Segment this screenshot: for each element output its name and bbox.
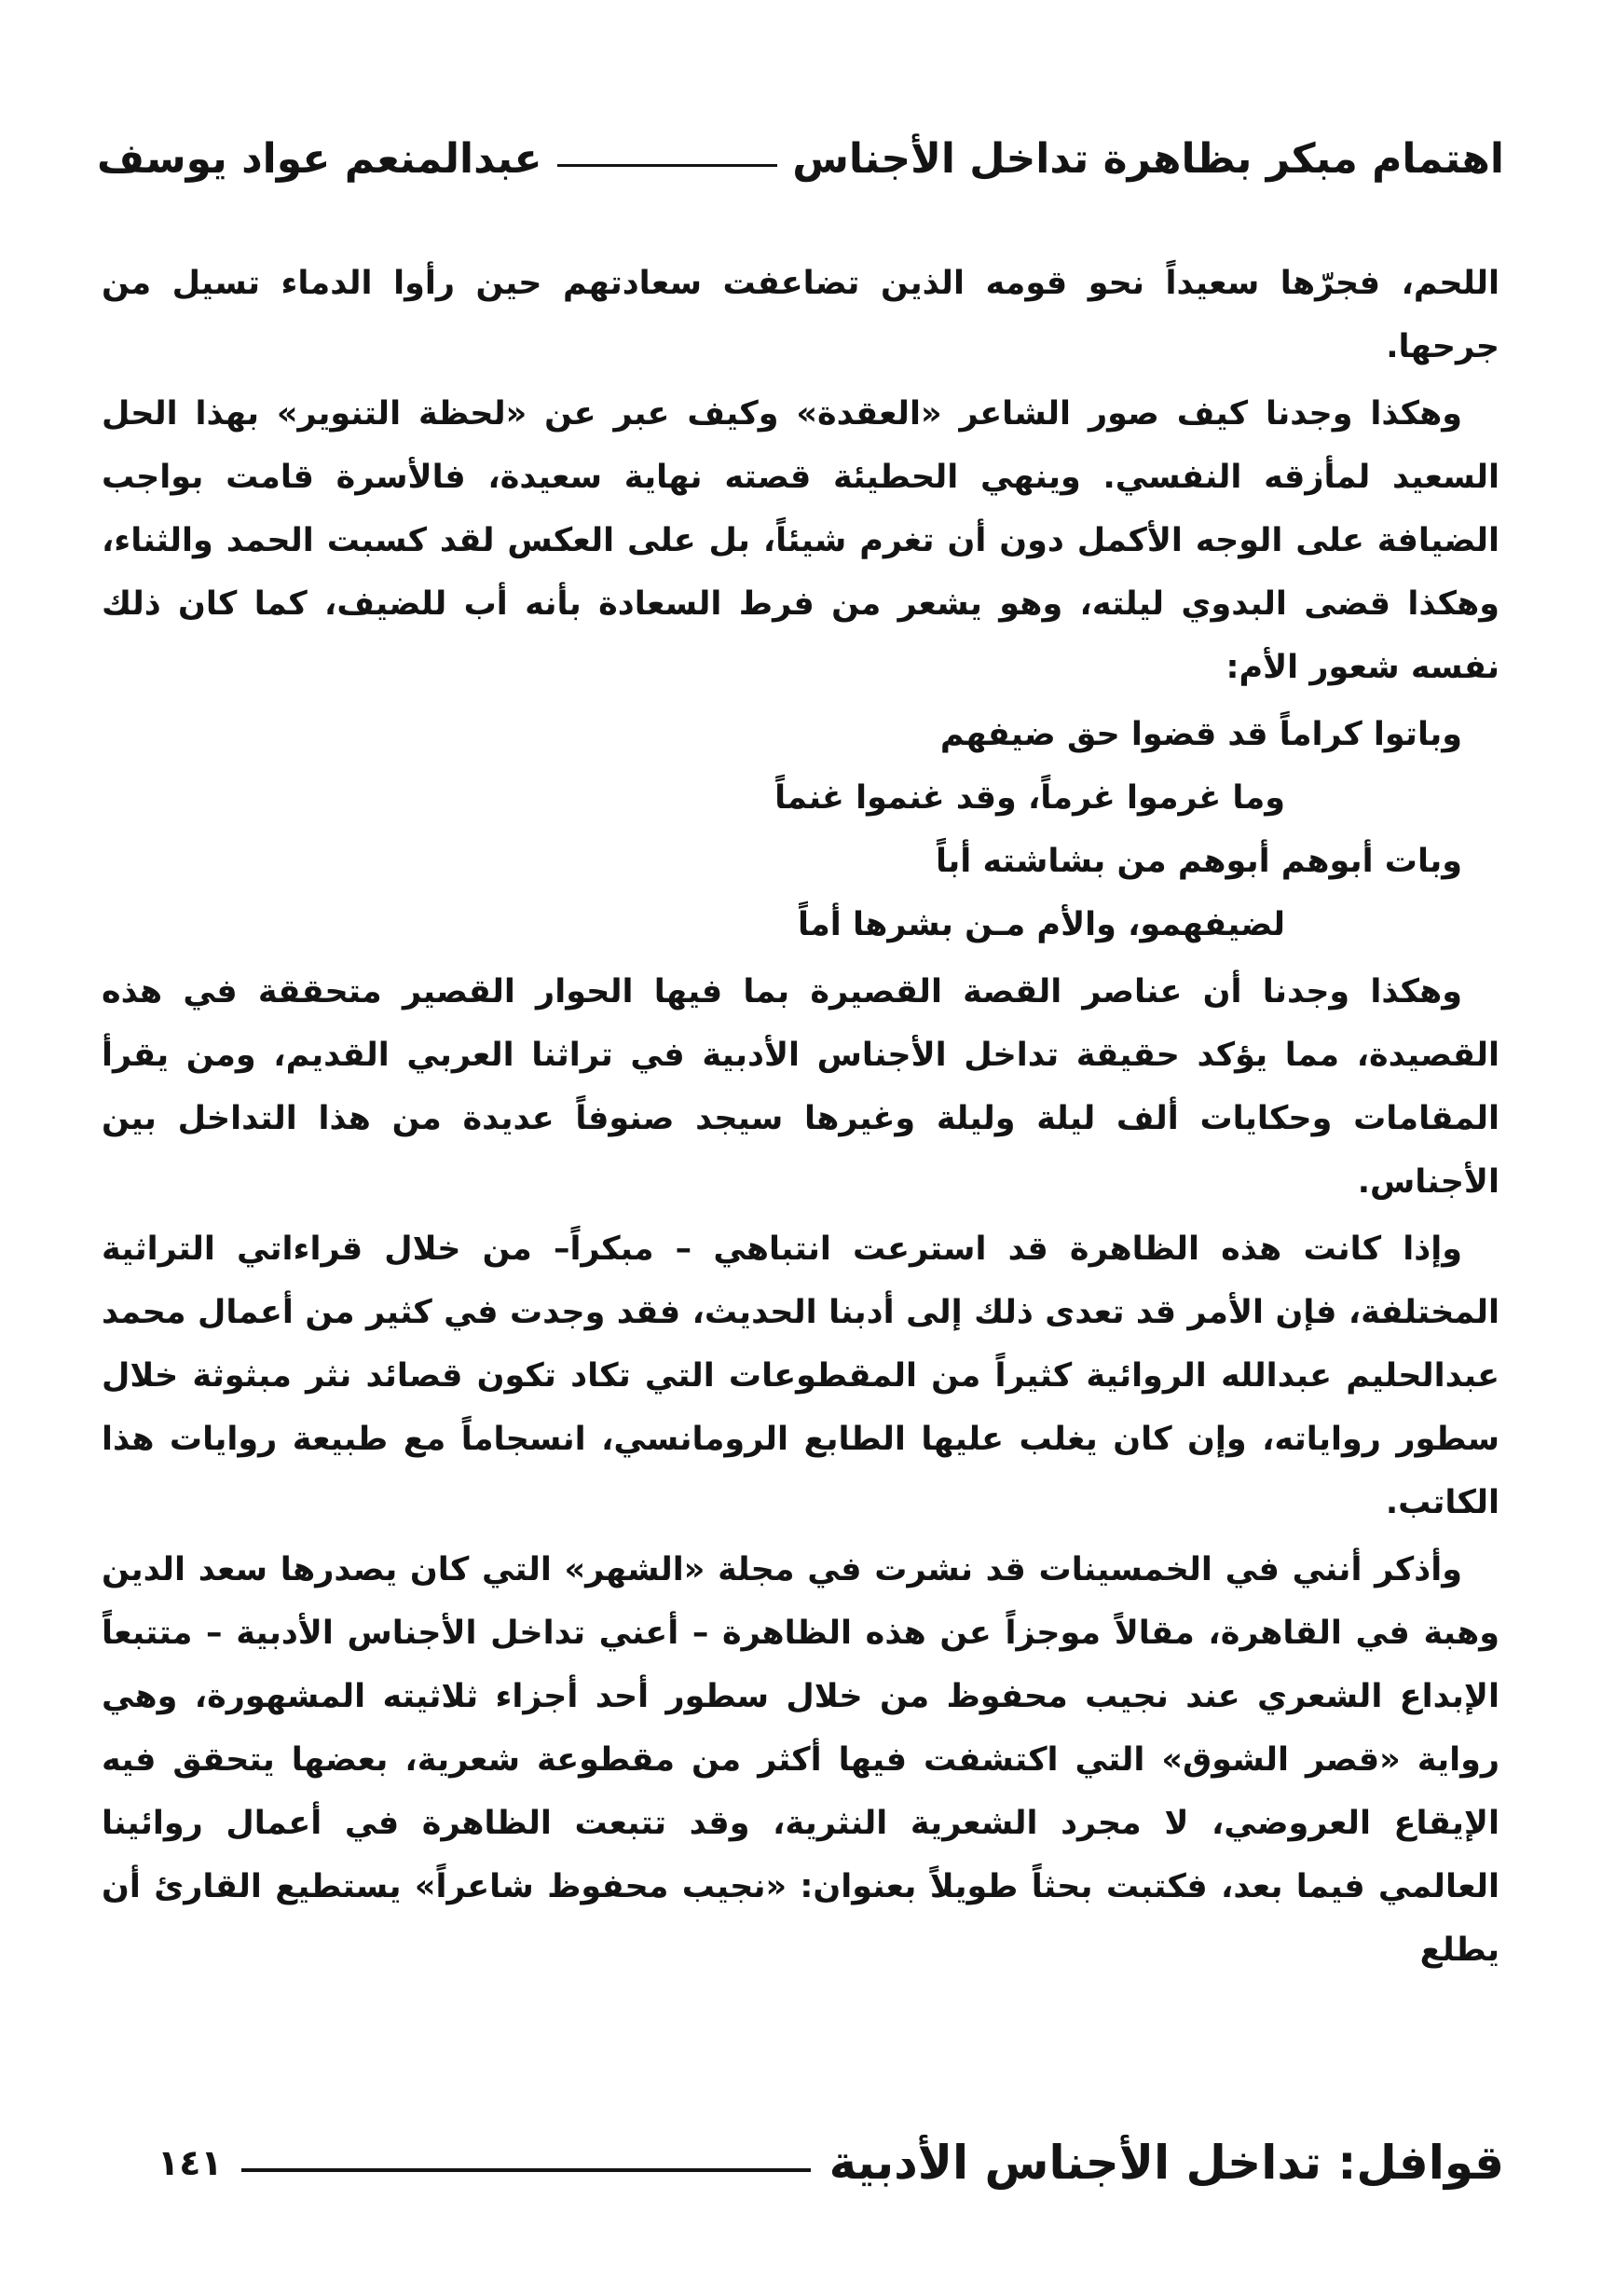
footer-rule	[241, 2168, 811, 2172]
poem-verse: وبات أبوهم أبوهم من بشاشته أباً	[935, 843, 1462, 880]
running-footer	[102, 2125, 1504, 2200]
page-number: ١٤١	[157, 2142, 223, 2183]
paragraph: وأذكر أنني في الخمسينات قد نشرت في مجلة «الشهر» التي كان يصدرها سعد الدين وهبة في القاهرة، مقالاً موجزاً عن هذه الظاهرة – أعني تداخل الأجناس الأدبية – متتبعاً الإبداع الشعري عند نجيب محفوظ من خلال سطور أحد أجزاء ثلاثيته المشهورة، وهي رواية «قصر الشوق» التي اكتشفت فيها أكثر من مقطوعة شعرية، بعضها يتحقق فيه الإيقاع العروضي، لا مجرد الشعرية النثرية، وقد تتبعت الظاهرة في أعمال روائينا العالمي فيما بعد، فكتبت بحثاً طويلاً بعنوان: «نجيب محفوظ شاعراً» يستطيع القارئ أن يطلع	[102, 1551, 1499, 1969]
paragraph: وإذا كانت هذه الظاهرة قد استرعت انتباهي – مبكراً– من خلال قراءاتي التراثية المختلفة، فإن الأمر قد تعدى ذلك إلى أدبنا الحديث، فقد وجدت في كثير من أعمال محمد عبدالحليم عبدالله الروائية كثيراً من المقطوعات التي تكاد تكون قصائد نثر مبثوثة خلال سطور رواياته، وإن كان يغلب عليها الطابع الرومانسي، انسجاماً مع طبيعة روايات هذا الكاتب.	[102, 1230, 1499, 1521]
author-name: عبدالمنعم عواد يوسف	[97, 134, 542, 183]
header-rule	[557, 164, 778, 167]
series-title: قوافل: تداخل الأجناس الأدبية	[828, 2136, 1504, 2190]
paragraph: اللحم، فجرّها سعيداً نحو قومه الذين تضاعفت سعادتهم حين رأوا الدماء تسيل من جرحها.	[102, 265, 1499, 365]
poem-verse: لضيفهمو، والأم مـن بشرها أماً	[797, 906, 1285, 943]
body-text	[102, 252, 1499, 1986]
paragraph: وهكذا وجدنا أن عناصر القصة القصيرة بما فيها الحوار القصير متحققة في هذه القصيدة، مما يؤكد حقيقة تداخل الأجناس الأدبية في تراثنا العربي القديم، ومن يقرأ المقامات وحكايات ألف ليلة وليلة وغيرها سيجد صنوفاً عديدة من هذا التداخل بين الأجناس.	[102, 973, 1499, 1201]
poem	[102, 703, 1499, 956]
running-header	[97, 121, 1504, 196]
poem-verse: وباتوا كراماً قد قضوا حق ضيفهم	[939, 716, 1462, 753]
paragraph: وهكذا وجدنا كيف صور الشاعر «العقدة» وكيف عبر عن «لحظة التنوير» بهذا الحل السعيد لمأزقه النفسي. وينهي الحطيئة قصته نهاية سعيدة، فالأسرة قامت بواجب الضيافة على الوجه الأكمل دون أن تغرم شيئاً، بل على العكس لقد كسبت الحمد والثناء، وهكذا قضى البدوي ليلته، وهو يشعر من فرط السعادة بأنه أب للضيف، كما كان ذلك نفسه شعور الأم:	[102, 395, 1499, 686]
chapter-title: اهتمام مبكر بظاهرة تداخل الأجناس	[792, 134, 1504, 183]
poem-verse: وما غرموا غرماً، وقد غنموا غنماً	[774, 779, 1285, 817]
